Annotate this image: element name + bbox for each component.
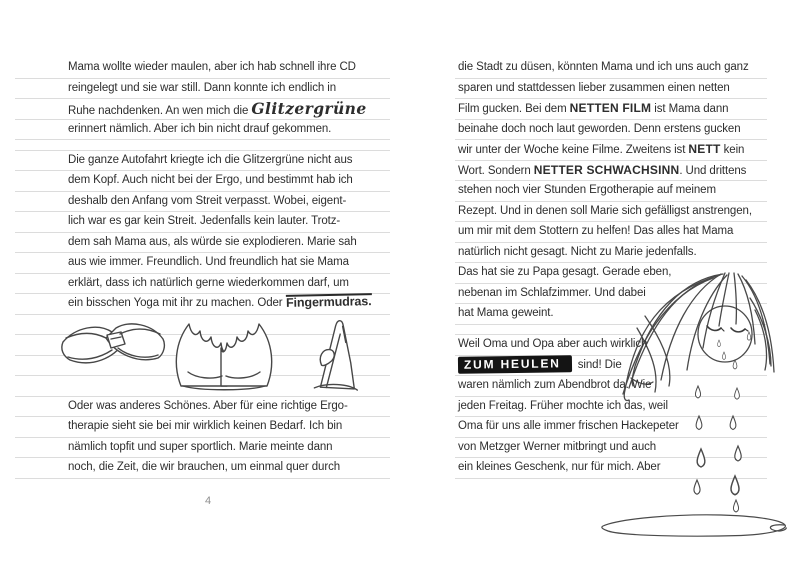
text-line [455, 222, 767, 243]
text-line [15, 458, 390, 479]
text-line [15, 192, 390, 213]
text-run: Rezept. Und in denen soll Marie sich gefälligst anstrengen, [458, 204, 752, 217]
page-number: 4 [204, 495, 212, 507]
text-run: ein kleines Geschenk, nur für mich. Aber [458, 461, 661, 473]
text-run: dem Kopf. Auch nicht bei der Ergo, und bestimmt hab ich [68, 174, 353, 186]
finger-mudra-hands-illustration [60, 312, 385, 392]
text-run: von Metzger Werner mitbringt und auch [458, 440, 657, 453]
text-run: erklärt, dass ich natürlich gerne wiederkommen darf, um [68, 276, 349, 289]
text-run: Weil Oma und Opa aber auch wirklich [458, 338, 648, 350]
text-run: um mir mit dem Stottern zu helfen! Das alles hat Mama [458, 225, 734, 237]
text-run-caps: NETTER SCHWACHSINN [533, 162, 680, 177]
text-run: aus wie immer. Freundlich. Und freundlich hat sie Mama [68, 256, 349, 268]
text-line [455, 161, 767, 182]
text-line [15, 120, 390, 141]
text-run-marker: Fingermudras. [285, 294, 372, 310]
text-line [455, 99, 767, 120]
crying-girl-illustration [595, 268, 795, 555]
text-run: erinnert nämlich. Aber ich bin nicht drauf gekommen. [68, 122, 332, 135]
text-run: sind! Die [574, 358, 622, 371]
text-run-caps: NETTEN FILM [569, 101, 652, 115]
text-run: Mama wollte wieder maulen, aber ich hab schnell ihre CD [68, 61, 356, 73]
ruled-spacer [15, 140, 390, 151]
text-line [15, 397, 390, 418]
text-run: Das hat sie zu Papa gesagt. Gerade eben, [458, 266, 672, 278]
text-line [15, 233, 390, 254]
text-line [15, 438, 390, 459]
text-run-fancy: Glitzergrüne [251, 99, 367, 118]
text-run: ein bisschen Yoga mit ihr zu machen. Oder [68, 297, 286, 309]
text-line [455, 202, 767, 223]
text-run: hat Mama geweint. [458, 307, 554, 319]
text-run: Wort. Sondern [458, 164, 534, 177]
text-line [15, 417, 390, 438]
text-run: noch, die Zeit, die wir brauchen, um einmal quer durch [68, 461, 341, 473]
text-line [15, 151, 390, 172]
text-line [15, 99, 390, 120]
text-run: Oma für uns alle immer frischen Hackepeter [458, 420, 679, 432]
text-run: nämlich topfit und super sportlich. Marie meinte dann [68, 440, 333, 453]
text-run: dem sah Mama aus, als würde sie explodieren. Marie sah [68, 235, 357, 248]
text-run: natürlich nicht gesagt. Nicht zu Marie jedenfalls. [458, 245, 697, 258]
text-run: wir unter der Woche keine Filme. Zweitens ist [458, 144, 689, 156]
text-line [455, 120, 767, 141]
text-line [15, 79, 390, 100]
text-run: nebenan im Schlafzimmer. Und dabei [458, 286, 646, 299]
text-run: reingelegt und sie war still. Dann konnte ich endlich in [68, 81, 337, 94]
text-line [455, 58, 767, 79]
text-line [455, 243, 767, 264]
text-line [15, 253, 390, 274]
text-line [455, 79, 767, 100]
text-run: Die ganze Autofahrt kriegte ich die Glitzergrüne nicht aus [68, 153, 353, 166]
text-line [15, 274, 390, 295]
text-line [15, 171, 390, 192]
text-line [455, 181, 767, 202]
text-run: Oder was anderes Schönes. Aber für eine richtige Ergo- [68, 399, 348, 412]
text-run-caps: NETT [688, 142, 721, 156]
text-run: jeden Freitag. Früher mochte ich das, weil [458, 399, 668, 412]
tear-puddle [602, 515, 787, 536]
text-line [15, 212, 390, 233]
text-run: . Und drittens [679, 164, 747, 177]
text-run: beinahe doch noch laut geworden. Denn erstens gucken [458, 122, 741, 135]
text-run: Ruhe nachdenken. An wen mich die [68, 105, 252, 117]
text-run: die Stadt zu düsen, könnten Mama und ich uns auch ganz [458, 61, 749, 73]
text-run: deshalb den Anfang vom Streit verpasst. Wobei, eigent- [68, 194, 347, 207]
text-run: waren nämlich zum Abendbrot da. Wie [458, 379, 652, 391]
text-line [15, 58, 390, 79]
text-run: stehen noch vier Stunden Ergotherapie auf meinem [458, 184, 716, 196]
text-run: therapie sieht sie bei mir wirklich keinen Bedarf. Ich bin [68, 420, 343, 432]
text-run: lich war es gar kein Streit. Jedenfalls kein lauter. Trotz- [68, 215, 341, 227]
left-page-text [15, 58, 390, 479]
text-run: kein [720, 144, 745, 156]
text-run: ist Mama dann [651, 103, 729, 115]
text-run-inverted: ZUM HEULEN [458, 355, 572, 374]
text-run: sparen und stattdessen lieber zusammen einen netten [458, 81, 730, 94]
text-line [455, 140, 767, 161]
text-run: Film gucken. Bei dem [458, 103, 570, 115]
